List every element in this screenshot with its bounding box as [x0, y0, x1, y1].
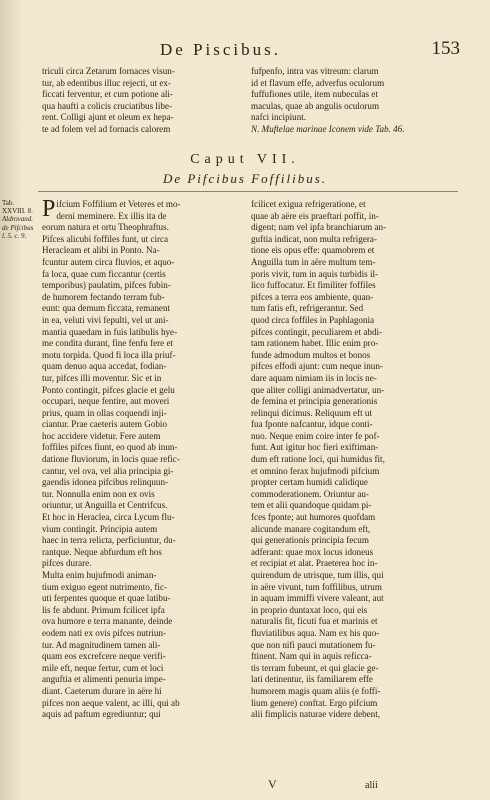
- text-line: eunt: qua demum ficcata, remanent: [42, 303, 171, 314]
- text-line: diant. Caeterum durare in aëre hi: [42, 685, 162, 696]
- text-line: que aliter colligi animadvertatur, un-: [251, 384, 385, 395]
- signature-mark: V: [268, 777, 277, 791]
- text-line: pifces effodi ajunt: cum neque inun-: [251, 361, 383, 372]
- text-line: maculas, quae ab angulis oculorum: [251, 100, 380, 111]
- text-line: in proprio duntaxat loco, qui eis: [251, 604, 368, 615]
- text-line: tur, pifces illi moventur. Sic et in: [42, 372, 162, 383]
- text-line: derni meminere. Ex illis ita de: [56, 210, 167, 221]
- text-line: id et flavum effe, adverfus oculorum: [251, 77, 385, 88]
- text-line: fluviatilibus aqua. Nam ex his quo-: [251, 627, 380, 638]
- text-line: temporibus) paulatim, pifces fubin-: [42, 280, 171, 291]
- text-line: fcuntur autem circa fluvios, et aquo-: [42, 256, 175, 267]
- text-line: tam rationem habet. Illic enim pro-: [251, 338, 379, 349]
- text-line: tium exiguo egent nutrimento, fic-: [42, 581, 168, 592]
- text-line: uti ferpentes quoque et quae latibu-: [42, 593, 171, 604]
- text-line: haec in terra relicta, perficiuntur, du-: [42, 535, 176, 546]
- text-line: quirendum de utrisque, tum illis, qui: [251, 570, 384, 580]
- text-line: rantque. Neque abfurdum eft hos: [42, 546, 162, 557]
- text-line: quam eos excrefcere neque verifi-: [42, 651, 166, 662]
- margin-note-line: Tab.: [2, 199, 15, 207]
- body-left-column: [42, 196, 241, 721]
- text-line: alicunde manare cogitandum eft,: [251, 523, 371, 534]
- text-line: prius, quam in ollas coquendi inji-: [42, 407, 167, 418]
- text-line: ciantur. Prae caeteris autem Gobio: [42, 419, 167, 430]
- text-line: quod circa foffiles in Paphlagonia: [251, 314, 375, 325]
- text-line: Ponto contingit, pifces glacie et gelu: [42, 384, 175, 395]
- margin-note: [2, 199, 38, 240]
- heading-rule: [38, 191, 458, 192]
- text-line: motu torpida. Quod fi loca illa priuf-: [42, 349, 176, 360]
- text-line: fcilicet exigua refrigeratione, et: [251, 199, 366, 209]
- margin-note-line: l. 5. c. 9.: [2, 231, 27, 240]
- text-line: ficcati ferventur, et cum potione ali-: [42, 89, 173, 100]
- text-line: guftia indicat, non multa refrigera-: [251, 233, 377, 244]
- text-line: te ad folem vel ad fornacis calorem: [42, 123, 171, 134]
- text-line: pifces contingit, peculiarem et abdi-: [251, 326, 383, 337]
- text-line: commoderationem. Oriuntur au-: [251, 488, 369, 499]
- text-line: in aëre vivunt, tum foffilibus, utrum: [251, 581, 382, 592]
- text-line: alii fimplicis naturae videre debent,: [251, 709, 381, 720]
- text-line: qua haufti a colicis cruciatibus libe-: [42, 100, 173, 111]
- plate-reference-caption: N. Muftelae marinae Iconem vide Tab. 46.: [251, 123, 405, 134]
- text-line: tione eis opus effe: quamobrem et: [251, 245, 375, 256]
- text-line: oriuntur, ut Anguilla et Centrifcus.: [42, 500, 168, 511]
- text-line: anguftia et alimenti penuria impe-: [42, 674, 166, 685]
- text-line: ftinent. Nam qui in aquis reficca-: [251, 651, 372, 662]
- text-line: que non nifi pauci mutationem fu-: [251, 639, 376, 650]
- page-header: [60, 38, 460, 62]
- text-line: pifces a terra eos ambiente, quan-: [251, 291, 374, 302]
- text-line: pifces non aeque valent, ac illi, qui ab: [42, 697, 180, 708]
- text-line: de femina et principia generationis: [251, 396, 378, 407]
- gutter-shadow: [0, 0, 22, 800]
- text-line: quae ab aëre eis praeftari poffit, in-: [251, 210, 379, 221]
- text-line: foffiles pifces fiunt, eo quod ab inun-: [42, 442, 178, 453]
- text-line: fua fponte nafcantur, idque conti-: [251, 419, 373, 430]
- text-line: naturalis fit, ficuti fua et marinis et: [251, 616, 378, 627]
- text-line: nuo. Neque enim coire inter fe pof-: [251, 430, 380, 441]
- page-number: 153: [431, 38, 460, 59]
- text-line: et recipiat et alat. Praeterea hoc in-: [251, 558, 378, 569]
- text-line: fces fponte; aut humores quofdam: [251, 512, 376, 523]
- text-line: pifces durare.: [42, 558, 92, 569]
- text-line: hoc accidere videtur. Fere autem: [42, 430, 161, 441]
- running-title: De Piscibus.: [160, 40, 281, 59]
- margin-note-line: Aldrovand.: [2, 215, 34, 224]
- text-line: cantur, vel ova, vel alia principia gi-: [42, 465, 174, 476]
- text-line: vium contingit. Principia autem: [42, 523, 158, 534]
- text-line: poris vivit, tum in aquis turbidis il-: [251, 268, 379, 279]
- text-line: fa loca, quae cum ficcantur (certis: [42, 268, 166, 279]
- top-right-column: [251, 66, 455, 136]
- text-line: tem et alii quandoque quidam pi-: [251, 500, 372, 511]
- text-line: tur. Ad magnitudinem tamen ali-: [42, 639, 161, 650]
- text-line: me condita durant, fine fenfu fere et: [42, 338, 174, 349]
- drop-cap: P: [42, 196, 56, 222]
- text-line: propter certam humidi calidique: [251, 477, 368, 488]
- text-line: funt. Aut igitur hoc fieri exiftiman-: [251, 442, 379, 453]
- text-line: humorem magis quam aliis (e foffi-: [251, 685, 381, 696]
- text-line: Anguilla tum in aëre multum tem-: [251, 256, 376, 267]
- text-line: digent; nam vel ipfa branchiarum an-: [251, 222, 387, 233]
- text-line: et omnino ferax hujufmodi pifcium: [251, 465, 380, 476]
- text-line: quam denuo aqua accedat, fodian-: [42, 361, 167, 372]
- text-line: ifcium Foffilium et Veteres et mo-: [56, 199, 181, 209]
- top-left-column: [42, 66, 238, 136]
- text-line: fufpenfo, intra vas vitreum: clarum: [251, 66, 379, 76]
- text-line: adferant: quae mox locus idoneus: [251, 546, 374, 557]
- text-line: in ea, veluti vivi fepulti, vel ut ani-: [42, 314, 169, 325]
- margin-note-line: de Pifcibus: [2, 223, 34, 232]
- chapter-heading: Caput VII.: [190, 152, 300, 167]
- margin-note-line: XXVIII. 8.: [2, 207, 33, 216]
- text-line: rent. Colligi ajunt et oleum ex hepa-: [42, 112, 174, 123]
- text-line: qui generationis principia fecum: [251, 535, 369, 546]
- text-line: in aquam immiffi vivere valeant, aut: [251, 593, 384, 604]
- text-line: datione fluviorum, in locis quae refic-: [42, 454, 180, 465]
- text-line: dare aquam nimiam iis in locis ne-: [251, 372, 377, 383]
- text-line: lico fuffocatur. Et fimiliter foffiles: [251, 280, 376, 291]
- text-line: funde admodum multos et bonos: [251, 349, 371, 360]
- text-line: triculi circa Zetarum fornaces visun-: [42, 66, 175, 76]
- text-line: occupari, neque fentire, aut moveri: [42, 396, 170, 407]
- text-line: fuffufiones utile, item nubeculas et: [251, 89, 378, 100]
- text-line: Pifces alicubi foffiles funt, ut circa: [42, 233, 169, 244]
- body-right-column: [251, 199, 455, 721]
- text-line: tur. Nonnulla enim non ex ovis: [42, 488, 155, 499]
- text-line: tum fatis eft, refrigerantur. Sed: [251, 303, 364, 314]
- text-line: aquis ad paftum egrediuntur; qui: [42, 709, 161, 720]
- catchword: alii: [365, 780, 378, 791]
- text-line: mantia quaedam in fuis latibulis hye-: [42, 326, 178, 337]
- text-line: eodem nati ex ovis pifces nutriun-: [42, 627, 166, 638]
- text-line: Et hoc in Heraclea, circa Lycum flu-: [42, 512, 175, 523]
- text-line: tur, ab edentibus illuc rejecti, ut ex-: [42, 77, 171, 88]
- text-line: nafci incipiunt.: [251, 112, 307, 123]
- text-line: de humorem fectando terram fub-: [42, 291, 165, 302]
- chapter-subtitle: De Pifcibus Foffilibus.: [162, 171, 328, 186]
- text-line: lium genere) conftat. Ergo pifcium: [251, 697, 378, 708]
- text-line: dum eft ratione loci, qui humidus fit,: [251, 454, 385, 465]
- text-line: ova humore e terra manante, deinde: [42, 616, 173, 627]
- text-line: tis terram fubeunt, et qui glacie ge-: [251, 662, 379, 673]
- text-line: lati detinentur, iis familiarem effe: [251, 674, 373, 685]
- text-line: Heracleam et alibi in Ponto. Na-: [42, 245, 160, 256]
- text-line: mile eft, neque fertur, cum et loci: [42, 662, 164, 673]
- text-line: lis fe abdunt. Primum fcilicet ipfa: [42, 604, 165, 615]
- text-line: relinqui dicimus. Reliquum eft ut: [251, 407, 372, 418]
- text-line: Multa enim hujufmodi animan-: [42, 570, 157, 580]
- text-line: gaendis idonea pifcibus relinquun-: [42, 477, 169, 488]
- text-line: eorum natura et ortu Theophraftus.: [42, 222, 169, 233]
